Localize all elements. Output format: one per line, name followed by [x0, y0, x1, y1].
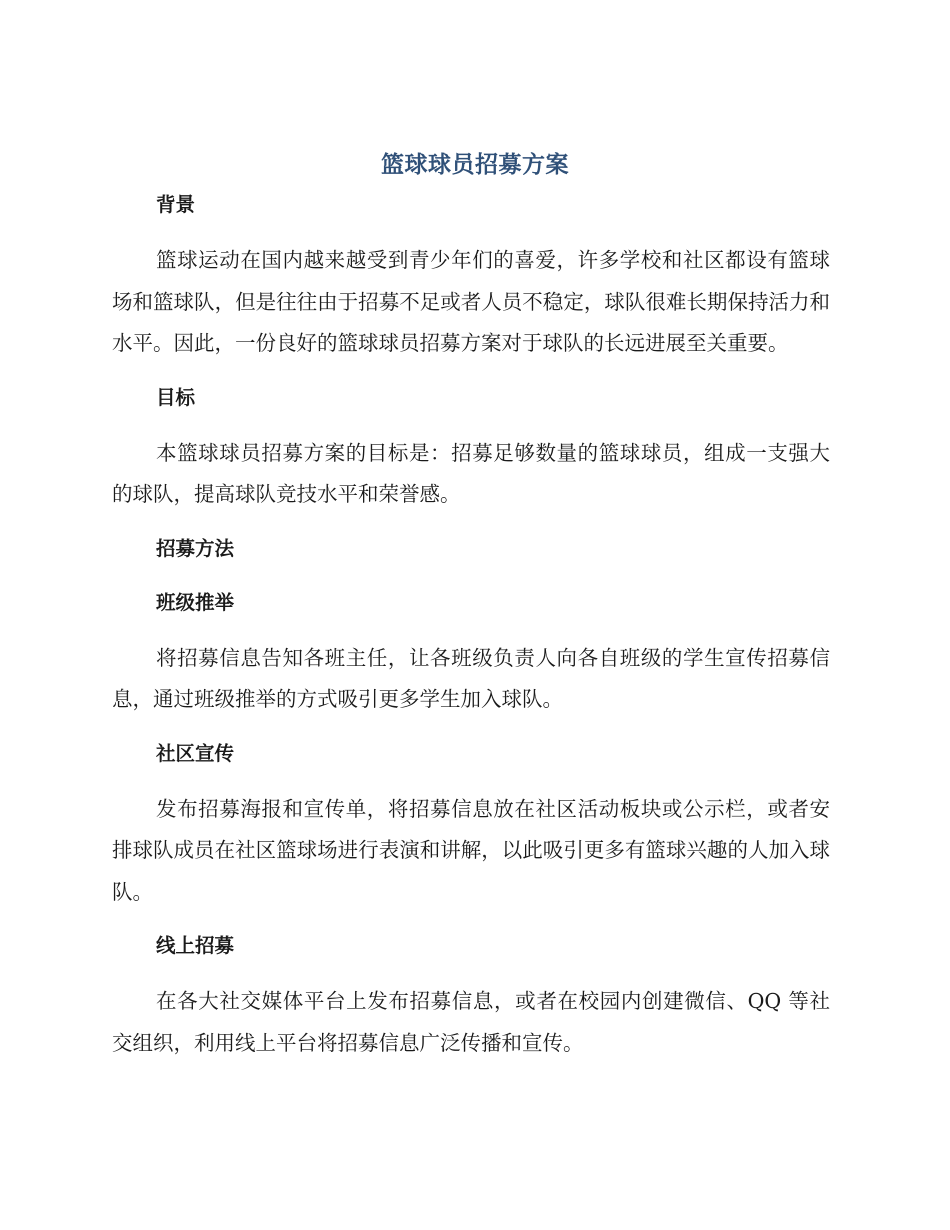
section-heading-class-recommend: 班级推举 [156, 590, 235, 614]
document-body [112, 188, 830, 1064]
section-heading-background: 背景 [156, 193, 196, 216]
section-text-background: 篮球运动在国内越来越受到青少年们的喜爱，许多学校和社区都设有篮球场和篮球队，但是往往由于招募不足或者人员不稳定，球队很难长期保持活力和水平。因此，一份良好的篮球球员招募方案对于球队的长远进展至关重要。 [112, 248, 830, 355]
section-text-community: 发布招募海报和宣传单，将招募信息放在社区活动板块或公示栏，或者安排球队成员在社区篮球场进行表演和讲解，以此吸引更多有篮球兴趣的人加入球队。 [112, 796, 830, 904]
section-text-online: 在各大社交媒体平台上发布招募信息，或者在校园内创建微信、QQ 等社交组织，利用线上平台将招募信息广泛传播和宣传。 [112, 989, 830, 1055]
section-text-goal: 本篮球球员招募方案的目标是：招募足够数量的篮球球员，组成一支强大的球队，提高球队竞技水平和荣誉感。 [112, 440, 830, 506]
section-heading-methods: 招募方法 [156, 536, 235, 560]
document-title: 篮球球员招募方案 [381, 152, 569, 178]
section-text-class-recommend: 将招募信息告知各班主任，让各班级负责人向各自班级的学生宣传招募信息，通过班级推举的方式吸引更多学生加入球队。 [112, 645, 830, 711]
section-heading-goal: 目标 [156, 385, 196, 409]
section-heading-online: 线上招募 [156, 934, 235, 957]
section-heading-community: 社区宣传 [156, 741, 235, 765]
